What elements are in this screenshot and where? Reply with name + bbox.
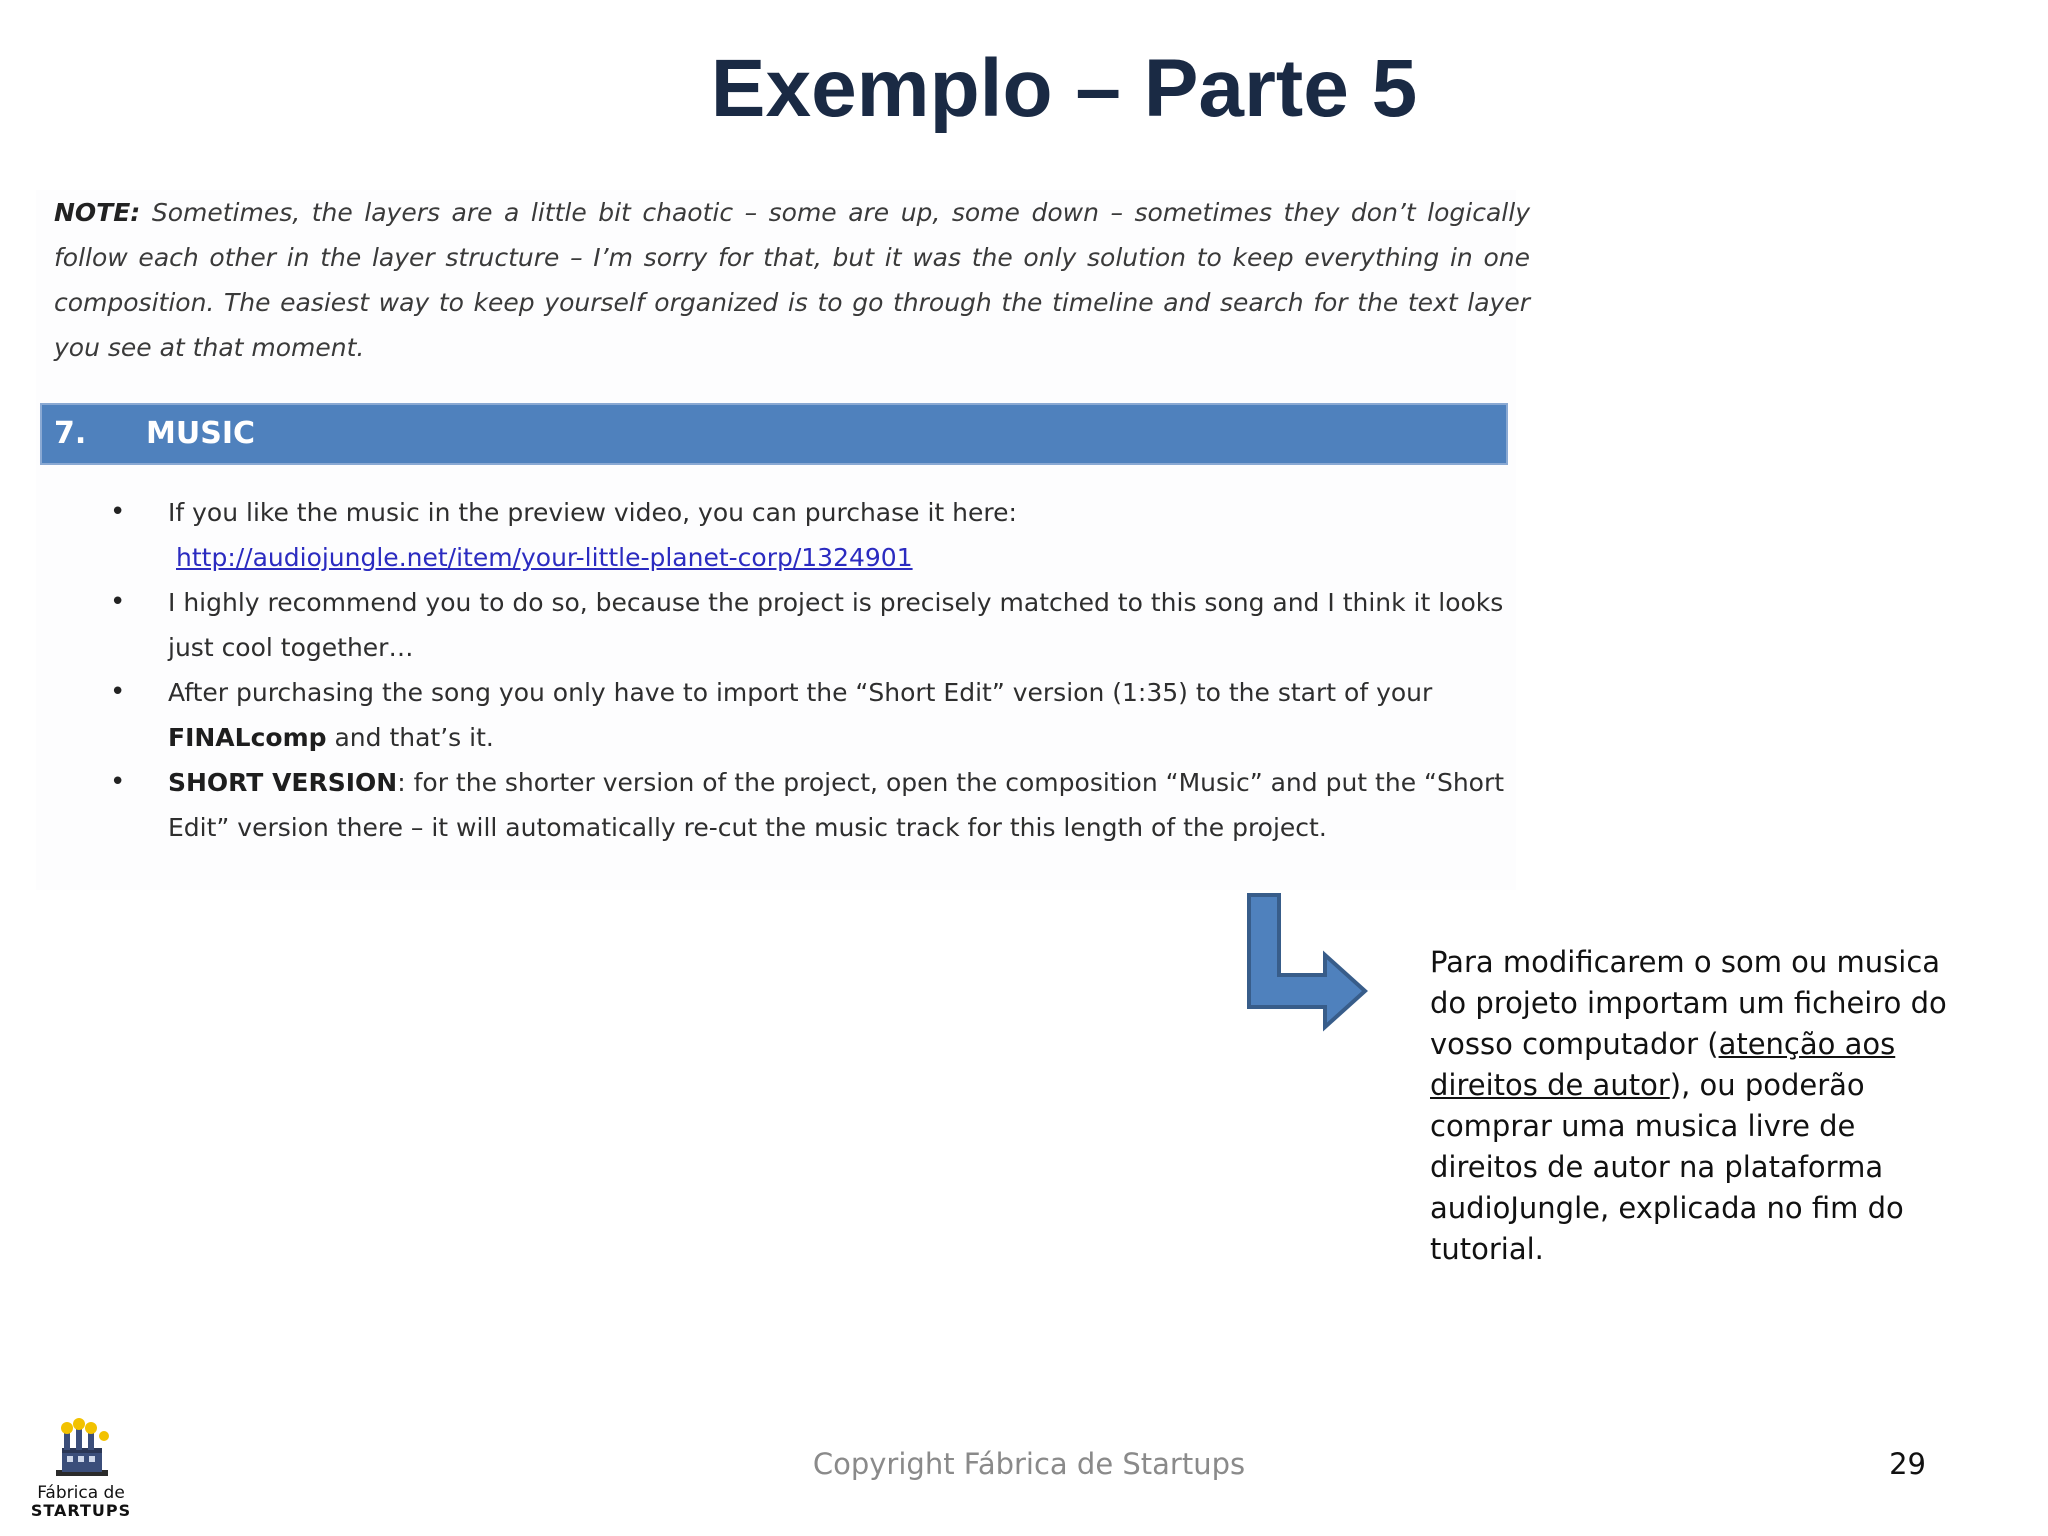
bullet-icon: •: [110, 767, 126, 797]
list-item-text: : for the shorter version of the project, open the composition “Music” and put the “Short Edit” version there – it will automatically re-cut the music track for this length of the project.: [168, 768, 1505, 842]
logo-line1: Fábrica de: [37, 1483, 125, 1503]
list-item-bold: FINALcomp: [168, 723, 327, 752]
note-label: NOTE:: [54, 198, 141, 227]
logo-line2: STARTUPS: [30, 1501, 132, 1520]
list-item: [36, 760, 1508, 850]
document-screenshot: [36, 190, 1530, 890]
section-number: 7.: [54, 416, 87, 451]
copyright-footer: Copyright Fábrica de Startups: [812, 1447, 1246, 1481]
section-header: [40, 403, 1508, 465]
note-text: Sometimes, the layers are a little bit chaotic – some are up, some down – sometimes they don’t logically follow each other in the layer structure – I’m sorry for that, but it was the only solution to keep everything in one composition. The easiest way to keep yourself organized is to go through the timeline and search for the text layer you see at that moment.: [54, 198, 1530, 362]
page-number: 29: [1889, 1447, 1926, 1481]
list-item-bold: SHORT VERSION: [168, 768, 398, 797]
list-item-text: If you like the music in the preview video, you can purchase it here:: [168, 498, 1017, 527]
list-item-text: and that’s it.: [326, 723, 494, 752]
list-item: [36, 580, 1508, 670]
bullet-icon: •: [110, 677, 126, 707]
section-title: MUSIC: [146, 416, 255, 451]
audiojungle-link[interactable]: http://audiojungle.net/item/your-little-planet-corp/1324901: [176, 543, 913, 572]
annotation-text-before: Para modificarem o som ou musica do projeto importam um ficheiro do vosso computador (: [1430, 945, 1947, 1061]
list-item: [36, 670, 1508, 760]
list-item: [36, 490, 1508, 580]
slide-title: Exemplo – Parte 5: [710, 43, 1418, 134]
annotation-text: [1430, 942, 1970, 1270]
list-item-text: I highly recommend you to do so, because the project is precisely matched to this song and I think it looks just cool together…: [168, 588, 1504, 662]
bent-arrow-icon: [1245, 893, 1370, 1033]
list-item-text: After purchasing the song you only have to import the “Short Edit” version (1:35) to the start of your: [168, 678, 1433, 707]
bullet-icon: •: [110, 587, 126, 617]
annotation-underlined: atenção aos direitos de autor: [1430, 1027, 1896, 1102]
annotation-text-after: ), ou poderão comprar uma musica livre de direitos de autor na plataforma audioJungle, explicada no fim do tutorial.: [1430, 1068, 1904, 1266]
music-bullet-list: [36, 490, 1516, 850]
bullet-icon: •: [110, 497, 126, 527]
note-paragraph: [54, 190, 1530, 370]
